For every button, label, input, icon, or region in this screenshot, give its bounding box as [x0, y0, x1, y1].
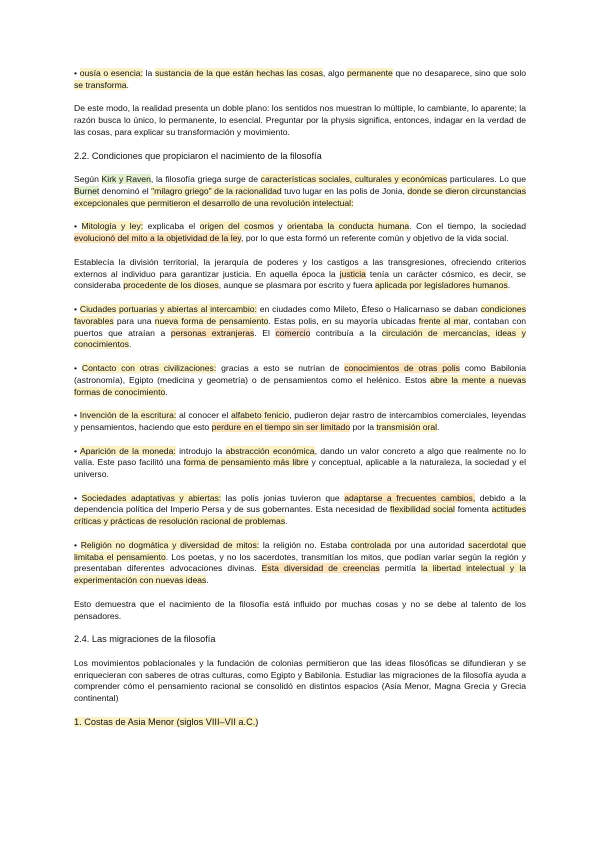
ousia-point — [74, 68, 526, 92]
highlight: conocimientos de otras polis — [344, 362, 460, 373]
text: , la filosofía griega surge de — [150, 174, 261, 185]
text: tenía un carácter cósmico, es decir, se consideraba — [74, 268, 526, 291]
bullet-escritura — [74, 410, 526, 434]
highlight: Burnet — [74, 185, 100, 196]
text: . — [206, 575, 209, 586]
highlight: justicia — [339, 268, 366, 279]
subheading-costas — [74, 717, 526, 729]
highlight: adaptarse a frecuentes cambios, — [344, 492, 476, 503]
text: como Babilonia (astronomía), Egipto (medicina y geometría) o de pensamientos como el helénico. Estos — [74, 362, 526, 385]
text: , contaban con puertos que atraían a — [74, 315, 527, 338]
bullet: • — [74, 492, 78, 503]
text: al conocer el — [176, 410, 232, 421]
paragraph-division-territorial — [74, 257, 526, 292]
text: particulares. Lo que — [447, 174, 526, 185]
highlight: 1. Costas de Asia Menor (siglos VIII–VII a.C.) — [74, 716, 259, 727]
term: Religión no dogmática y diversidad de mitos: — [80, 539, 260, 550]
highlight: orientaba la conducta humana — [287, 221, 410, 232]
highlight: características sociales, culturales y económicas — [260, 174, 448, 185]
document-body — [74, 68, 526, 740]
highlight: perdure en el tiempo sin ser limitado — [211, 421, 351, 432]
text: , por lo que esta formó un referente común y objetivo de la vida social. — [241, 233, 509, 244]
highlight: transmisión oral — [376, 421, 438, 432]
text: , dando un valor concreto a algo que realmente no lo valía. Este paso facilitó una — [74, 445, 526, 468]
highlight: donde se dieron circunstancias excepcionales que permitieron el desarrollo de una revolución intelectual: — [74, 185, 526, 208]
text: para una — [113, 315, 155, 326]
text: tuvo lugar en las polis de Jonia, — [281, 185, 408, 196]
text: gracias a esto se nutrían de — [216, 362, 345, 373]
highlight: alfabeto fenicio — [231, 410, 290, 421]
highlight: origen del cosmos — [199, 221, 274, 232]
bullet: • — [74, 539, 78, 550]
term: Sociedades adaptativas y abiertas: — [81, 492, 222, 503]
term: Mitología y ley: — [81, 221, 144, 232]
highlight: abstracción económica — [225, 445, 315, 456]
bullet: • — [74, 68, 78, 78]
highlight: flexibilidad social — [390, 504, 455, 515]
term: Ciudades portuarias y abiertas al intercambio: — [79, 303, 257, 314]
term: Aparición de la moneda: — [79, 445, 176, 456]
text: y conceptual, aplicable a la naturaleza, la sociedad y el universo. — [74, 457, 526, 480]
highlight: condiciones favorables — [74, 303, 526, 326]
highlight: "milagro griego" de la racionalidad — [151, 185, 282, 196]
highlight: Esta diversidad de creencias — [261, 563, 380, 574]
highlight: evolucionó del mito a la objetividad de la ley — [74, 233, 242, 244]
text: por la — [350, 421, 377, 432]
bullet-religion — [74, 540, 526, 587]
bullet: • — [74, 445, 78, 456]
highlight: frente al mar — [418, 315, 469, 326]
text: la — [142, 68, 155, 78]
text: explicaba el — [143, 221, 200, 232]
bullet-moneda — [74, 446, 526, 481]
text: denominó el — [99, 185, 152, 196]
text: . — [165, 386, 168, 397]
highlight: permanente — [346, 68, 393, 78]
text: por una autoridad — [390, 539, 469, 550]
text: las polis jonias tuvieron que — [221, 492, 345, 503]
term: Invención de la escritura: — [79, 410, 177, 421]
text: introdujo la — [175, 445, 226, 456]
text: . Los poetas, y no los sacerdotes, transmitían los mitos, que podían variar según la región y presentaban diferentes advocaciones divinas. — [74, 551, 526, 574]
highlight: abre la mente a nuevas formas de conocimiento — [74, 374, 526, 397]
text: y — [273, 221, 288, 232]
text: , pudieron dejar rastro de intercambios comerciales, leyendas y pensamientos, haciendo que esto — [74, 410, 526, 432]
text: fomenta — [454, 504, 492, 515]
highlight: actitudes críticas y prácticas de resolución racional de problemas — [74, 504, 526, 527]
text: . — [285, 516, 288, 527]
bullet-sociedades-adaptativas — [74, 493, 526, 528]
text: . — [128, 339, 132, 350]
text: contribuía a la — [310, 327, 382, 338]
highlight: se transforma — [74, 79, 127, 90]
highlight: la libertad intelectual y la experimentación con nuevas ideas — [74, 563, 527, 586]
paragraph-migraciones: Los movimientos poblacionales y la fundación de colonias permitieron que las ideas filosóficas se difundieran y se enriquecieran con saberes de otras culturas, como Egipto y Babilonia. Estudiar las migraciones de la filosofía ayuda a comprender cómo el pensamiento racional se consolidó en distintos espacios (Asia Menor, Magna Grecia y Grecia continental) — [74, 657, 526, 704]
highlight: Kirk y Raven — [101, 174, 151, 185]
text: . Estas polis, en su mayoría ubicadas — [268, 315, 419, 326]
bullet-mitologia — [74, 221, 526, 245]
bullet: • — [74, 221, 78, 232]
paragraph-conclusion: Esto demuestra que el nacimiento de la filosofía está influido por muchas cosas y no se debe al talento de los pensadores. — [74, 598, 526, 621]
highlight: sustancia de la que están hechas las cosas — [155, 68, 323, 78]
highlight: personas extranjeras — [170, 327, 255, 338]
highlight: comercio — [275, 327, 311, 338]
text: , algo — [322, 68, 347, 78]
text: la religión no. Estaba — [259, 539, 351, 550]
highlight: forma de pensamiento más libre — [183, 457, 309, 468]
text: Establecía la división territorial, la jerarquía de poderes y los castigos a las transgresiones, ofreciendo criterios externos al individuo para garantizar justicia. En aquella época la — [74, 256, 526, 279]
text: . — [507, 280, 511, 291]
paragraph-dual-plane: De este modo, la realidad presenta un doble plano: los sentidos nos muestran lo múltiple, lo cambiante, lo aparente; la razón busca lo único, lo permanente, lo esencial. Preguntar por la physis significa, entonces, indagar en la verdad de las cosas, para explicar su transformación y movimiento. — [74, 103, 526, 137]
text: permitía — [379, 563, 421, 574]
highlight: circulación de mercancías, ideas y conocimientos — [74, 327, 526, 350]
highlight: controlada — [350, 539, 391, 550]
highlight: procedente de los dioses — [123, 280, 219, 291]
bullet: • — [74, 362, 78, 373]
term: ousía o esencia: — [79, 68, 143, 78]
highlight: nueva forma de pensamiento — [154, 315, 269, 326]
text: . Con el tiempo, la sociedad — [409, 221, 526, 232]
paragraph-kirk-raven — [74, 174, 526, 209]
section-heading-2-2: 2.2. Condiciones que propiciaron el nacimiento de la filosofía — [74, 150, 322, 161]
text: que no desaparece, sino que solo — [392, 68, 527, 78]
term: Contacto con otras civilizaciones: — [81, 362, 217, 373]
bullet: • — [74, 303, 78, 314]
text: . El — [254, 327, 276, 338]
bullet-ciudades-portuarias — [74, 304, 526, 351]
section-heading-2-4: 2.4. Las migraciones de la filosofía — [74, 634, 216, 645]
highlight: sacerdotal que limitaba el pensamiento — [74, 539, 526, 562]
bullet-contacto-civilizaciones — [74, 363, 526, 398]
text: , aunque se plasmara por escrito y fuera — [218, 280, 375, 291]
text: debido a la dependencia política del Imperio Persa y de sus gobernantes. Esta necesidad de — [74, 492, 527, 515]
text: Según — [74, 174, 102, 185]
bullet: • — [74, 410, 78, 421]
text: en ciudades como Mileto, Éfeso o Halicarnaso se daban — [256, 303, 481, 314]
text: . — [126, 79, 129, 90]
highlight: aplicada por legisladores humanos — [374, 280, 508, 291]
text: . — [437, 421, 440, 432]
